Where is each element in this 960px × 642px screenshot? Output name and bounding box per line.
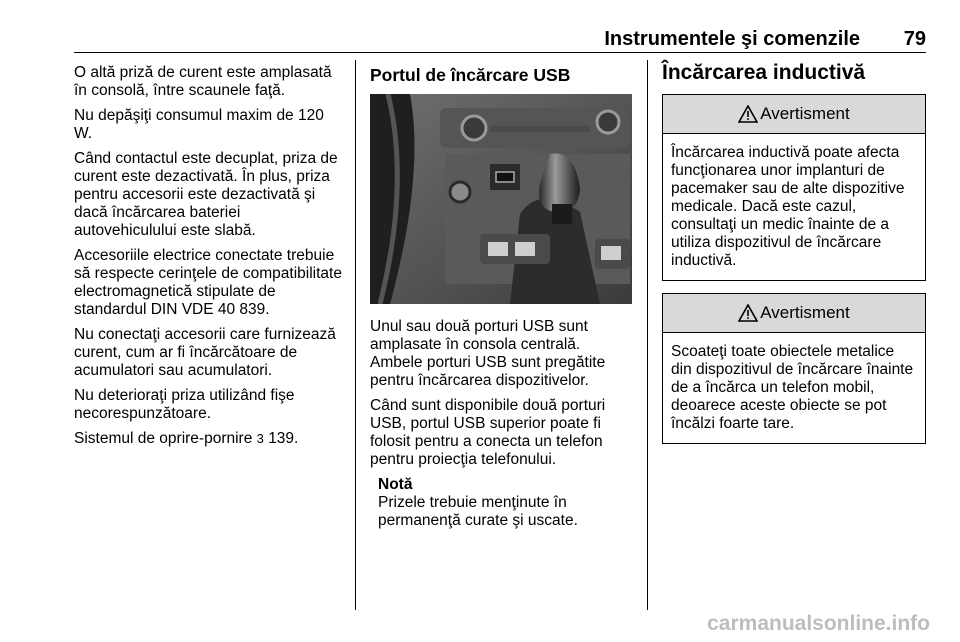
watermark: carmanualsonline.info bbox=[707, 612, 930, 635]
warning-triangle-icon bbox=[738, 105, 758, 123]
column-usb-port bbox=[370, 64, 635, 530]
cross-reference[interactable] bbox=[74, 430, 344, 448]
warning-text: Scoateţi toate obiectele metalice din dispozitivul de încărcare înainte de a încărca un telefon mobil, deoarece aceste obiecte se pot încălzi foarte tare. bbox=[671, 343, 914, 432]
column-divider-left bbox=[355, 60, 356, 610]
paragraph: Nu depăşiţi consumul maxim de 120 W. bbox=[74, 107, 324, 142]
note-block bbox=[378, 476, 635, 530]
header-title: Instrumentele şi comenzile bbox=[604, 28, 860, 50]
column-inductive-charging bbox=[662, 61, 926, 456]
paragraph: Unul sau două porturi USB sunt amplasate în consola centrală. Ambele porturi USB sunt pregătite pentru încărcarea dispozitivelor. bbox=[370, 318, 606, 389]
warning-header bbox=[663, 95, 925, 134]
warning-triangle-icon bbox=[738, 304, 758, 322]
console-usb-photo bbox=[370, 94, 632, 304]
paragraph: Nu deterioraţi priza utilizând fişe necorespunzătoare. bbox=[74, 387, 295, 422]
warning-box bbox=[662, 293, 926, 444]
reference-text: Sistemul de oprire-pornire bbox=[74, 430, 253, 447]
reference-page: 139. bbox=[268, 430, 299, 447]
warning-text: Încărcarea inductivă poate afecta funcţionarea unor implanturi de pacemaker sau de alte dispozitive medicale. Dacă este cazul, consultaţi un medic înainte de a utiliza dispozitivul de încărcare inductivă. bbox=[671, 144, 905, 269]
paragraph: Nu conectaţi accesorii care furnizează curent, cum ar fi încărcătoare de acumulatori sau acumulatori. bbox=[74, 326, 336, 379]
paragraph: Accesoriile electrice conectate trebuie să respecte cerinţele de compatibilitate electromagnetică stipulate de standardul DIN VDE 40 839. bbox=[74, 247, 342, 318]
page-number: 79 bbox=[903, 28, 926, 50]
header-rule bbox=[74, 52, 926, 53]
warning-box bbox=[662, 94, 926, 281]
section-heading-usb: Portul de încărcare USB bbox=[370, 65, 571, 85]
column-divider-right bbox=[647, 60, 648, 610]
section-heading-inductive: Încărcarea inductivă bbox=[662, 61, 866, 84]
paragraph: Când sunt disponibile două porturi USB, portul USB superior poate fi folosit pentru a conecta un telefon pentru proiecţia telefonului. bbox=[370, 397, 606, 468]
warning-title: Avertisment bbox=[760, 104, 850, 123]
reference-arrow-icon: 3 bbox=[256, 431, 264, 446]
note-title: Notă bbox=[378, 476, 413, 493]
paragraph: O altă priză de curent este amplasată în consolă, între scaunele faţă. bbox=[74, 64, 332, 99]
note-text: Prizele trebuie menţinute în permanenţă curate şi uscate. bbox=[378, 494, 578, 529]
paragraph: Când contactul este decuplat, priza de curent este dezactivată. În plus, priza pentru accesorii este dezactivată şi dacă încărcarea bateriei autovehiculului este slabă. bbox=[74, 150, 338, 239]
warning-header bbox=[663, 294, 925, 333]
warning-title: Avertisment bbox=[760, 303, 850, 322]
column-power-outlet bbox=[74, 64, 344, 455]
